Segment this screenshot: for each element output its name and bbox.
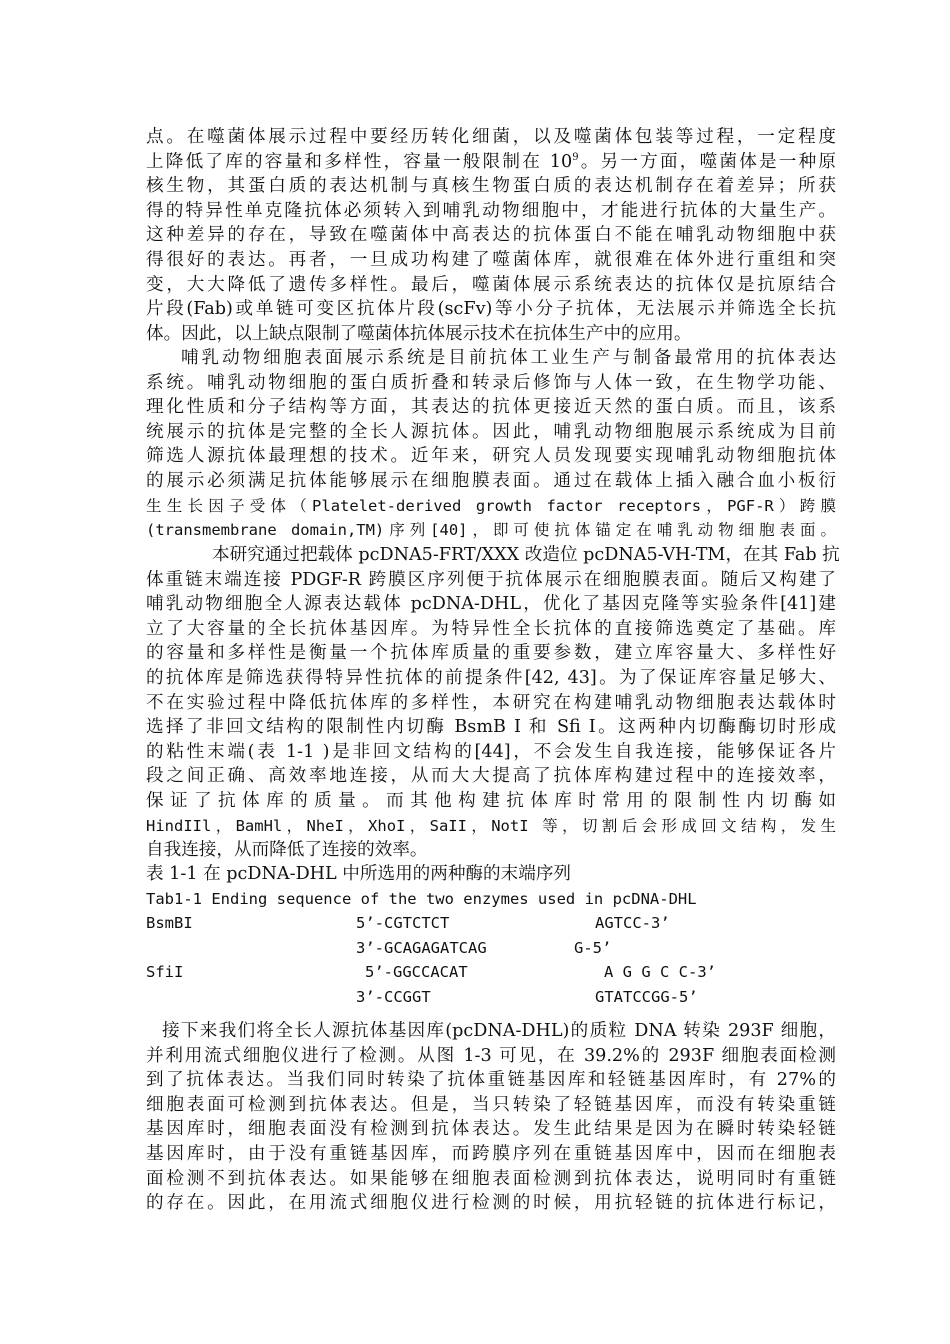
text-line: (transmembrane domain,TM)序列[40]，即可使抗体锚定在哺乳动物细胞表面。 (146, 521, 836, 540)
text-line: 系统。哺乳动物细胞的蛋白质折叠和转录后修饰与人体一致，在生物学功能、 (146, 372, 836, 393)
sequence-left: 5’-GGCCACAT (365, 963, 468, 982)
text-line: 保 证 了 抗 体 库 的 质 量 。 而 其 他 构 建 抗 体 库 时 常 用 的 限 制 性 内 切 酶 如 (146, 790, 836, 811)
text-line: 的粘性末端(表 1-1 )是非回文结构的[44]，不会发生自我连接，能够保证各片 (146, 741, 836, 762)
text-line: 自我连接，从而降低了连接的效率。 (146, 840, 428, 861)
sequence-right: G-5’ (574, 938, 612, 957)
paragraph-3 (146, 543, 840, 863)
text-line: 片段(Fab)或单链可变区抗体片段(scFv)等小分子抗体，无法展示并筛选全长抗 (146, 299, 836, 320)
text-line: 点。在噬菌体展示过程中要经历转化细菌，以及噬菌体包装等过程，一定程度 (146, 127, 836, 147)
text-line: 段之间正确、高效率地连接，从而大大提高了抗体库构建过程中的连接效率， (146, 766, 836, 787)
text-line: 基因库时，由于没有重链基因库，而跨膜序列在重链基因库中，因而在细胞表 (146, 1143, 836, 1164)
sequence-left: 3’-CCGGT (356, 987, 431, 1006)
text-line: 的容量和多样性是衡量一个抗体库质量的重要参数，建立库容量大、多样性好 (146, 643, 836, 664)
text-line: 不在实验过程中降低抗体库的多样性，本研究在构建哺乳动物细胞表达载体时 (146, 692, 836, 713)
sequence-left: 3’-GCAGAGATCAG (356, 938, 487, 957)
paragraph-1 (146, 125, 836, 346)
text-line: 统展示的抗体是完整的全长人源抗体。因此，哺乳动物细胞展示系统成为目前 (146, 421, 836, 442)
text-line: 的抗体库是筛选获得特异性抗体的前提条件[42, 43]。为了保证库容量足够大、 (146, 667, 836, 688)
text-line: 的存在。因此，在用流式细胞仪进行检测的时候，用抗轻链的抗体进行标记， (146, 1193, 836, 1214)
text-line: 并利用流式细胞仪进行了检测。从图 1-3 可见，在 39.2%的 293F 细胞表面检测 (146, 1045, 836, 1066)
table-caption-cn: 表 1-1 在 pcDNA-DHL 中所选用的两种酶的末端序列 (146, 864, 572, 884)
table-row (146, 911, 836, 936)
text-line: 这种差异的存在，导致在噬菌体中高表达的抗体蛋白不能在哺乳动物细胞中获 (146, 225, 836, 246)
text-line: 基因库时，细胞表面没有检测到抗体表达。发生此结果是因为在瞬时转染轻链 (146, 1119, 836, 1140)
text-line: 本研究通过把载体 pcDNA5-FRT/XXX 改造位 pcDNA5-VH-TM，在其 Fab 抗 (212, 545, 840, 565)
sequence-right: AGTCC-3’ (595, 914, 670, 933)
text-line: 哺乳动物细胞表面展示系统是目前抗体工业生产与制备最常用的抗体表达 (181, 348, 836, 368)
enzyme-name: SfiI (146, 963, 184, 982)
text-line: 筛选人源抗体最理想的技术。近年来，研究人员发现要实现哺乳动物细胞抗体 (146, 446, 836, 467)
sequence-right: A G G C C-3’ (604, 963, 716, 982)
text-line: 的展示必须满足抗体能够展示在细胞膜表面。通过在载体上插入融合血小板衍 (146, 470, 836, 491)
paragraph-4 (146, 1019, 836, 1216)
text-line: 哺乳动物细胞全人源表达载体 pcDNA-DHL，优化了基因克隆等实验条件[41]建 (146, 594, 836, 615)
text-line: 理化性质和分子结构等方面，其表达的抗体更接近天然的蛋白质。而且，该系 (146, 397, 836, 418)
text-line: 面检测不到抗体表达。如果能够在细胞表面检测到抗体表达，说明同时有重链 (146, 1168, 836, 1189)
sequence-left: 5’-CGTCTCT (356, 914, 450, 933)
text-line: 细胞表面可检测到抗体表达。但是，当只转染了轻链基因库，而没有转染重链 (146, 1094, 836, 1115)
table-row (146, 960, 836, 985)
text-line: 上降低了库的容量和多样性，容量一般限制在 $10^9$。另一方面，噬菌体是一种原 (146, 151, 836, 172)
superscript: 9 (572, 151, 579, 163)
text-line: 生生长因子受体（Platelet-derived growth factor receptors，PGF-R）跨膜 (146, 496, 836, 515)
table-row (146, 985, 836, 1010)
text-line: 变，大大降低了遗传多样性。最后，噬菌体展示系统表达的抗体仅是抗原结合 (146, 274, 836, 295)
text-line: 立了大容量的全长抗体基因库。为特异性全长抗体的直接筛选奠定了基础。库 (146, 618, 836, 639)
table-row (146, 936, 836, 961)
text-line: 体。因此，以上缺点限制了噬菌体抗体展示技术在抗体生产中的应用。 (146, 323, 692, 344)
table-caption-en: Tab1-1 Ending sequence of the two enzymes used in pcDNA-DHL (146, 889, 697, 908)
text-line: 体重链末端连接 PDGF-R 跨膜区序列便于抗体展示在细胞膜表面。随后又构建了 (146, 569, 836, 590)
text-line: 选择了非回文结构的限制性内切酶 BsmB I 和 Sfi I。这两种内切酶酶切时形成 (146, 717, 836, 738)
text-line: 到了抗体表达。当我们同时转染了抗体重链基因库和轻链基因库时，有 27%的 (146, 1070, 836, 1091)
enzyme-name: BsmBI (146, 914, 193, 933)
table-1-1 (146, 862, 836, 1010)
text-line: HindIIl，BamHl，NheI，XhoI，SaII，NotI 等，切割后会形成回文结构，发生 (146, 816, 836, 835)
text-line: 得很好的表达。再者，一旦成功构建了噬菌体库，就很难在体外进行重组和突 (146, 249, 836, 270)
text-line: 得的特异性单克隆抗体必须转入到哺乳动物细胞中，才能进行抗体的大量生产。 (146, 200, 836, 221)
text-line: 核生物，其蛋白质的表达机制与真核生物蛋白质的表达机制存在着差异；所获 (146, 176, 836, 197)
paragraph-2 (146, 346, 836, 543)
sequence-right: GTATCCGG-5’ (595, 987, 698, 1006)
text-line: 接下来我们将全长人源抗体基因库(pcDNA-DHL)的质粒 DNA 转染 293F 细胞， (162, 1021, 836, 1041)
